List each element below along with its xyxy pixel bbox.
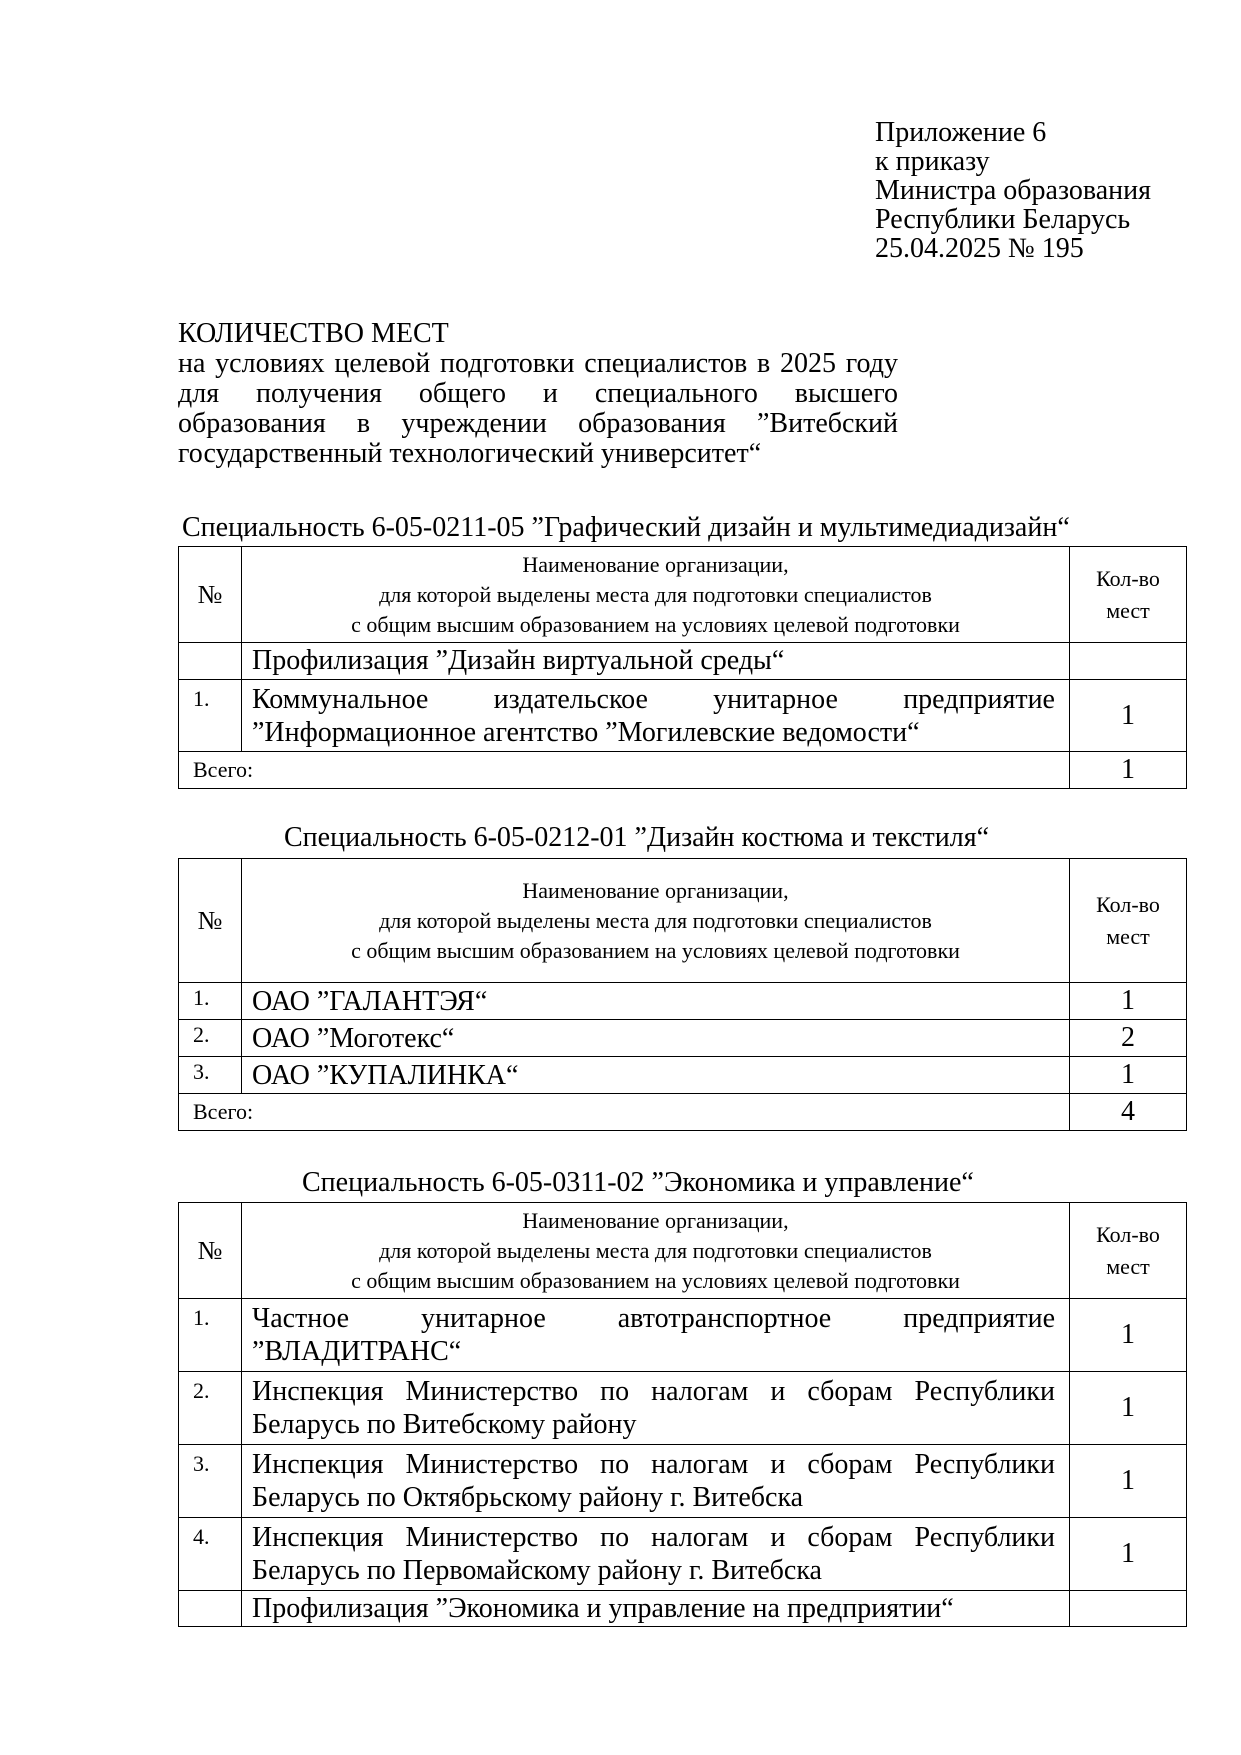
row-num: 2. bbox=[179, 1372, 242, 1445]
header-org-name: Наименование организации, для которой выделены места для подготовки специалистов с общим высшим образованием на условиях целевой подготовки bbox=[242, 547, 1070, 643]
row-quantity: 1 bbox=[1070, 1372, 1187, 1445]
table-row bbox=[179, 680, 1187, 752]
document-title: КОЛИЧЕСТВО МЕСТ bbox=[178, 318, 449, 349]
org-name: Коммунальное издательское унитарное предприятие ”Информационное агентство ”Могилевские ведомости“ bbox=[242, 680, 1070, 752]
total-row bbox=[179, 752, 1187, 789]
specialty-table bbox=[178, 546, 1187, 789]
org-name: ОАО ”ГАЛАНТЭЯ“ bbox=[242, 983, 1070, 1020]
table-row bbox=[179, 1020, 1187, 1057]
document-subtitle: на условиях целевой подготовки специалистов в 2025 году для получения общего и специального высшего образования в учреждении образования ”Витебский государственный технологический университет“ bbox=[178, 348, 898, 469]
profile-row bbox=[179, 643, 1187, 680]
row-num: 3. bbox=[179, 1445, 242, 1518]
row-quantity: 2 bbox=[1070, 1020, 1187, 1057]
total-label: Всего: bbox=[179, 1094, 1070, 1131]
appendix-line: Министра образования bbox=[875, 175, 1151, 206]
specialty-title: Специальность 6-05-0212-01 ”Дизайн костюма и текстиля“ bbox=[284, 822, 990, 853]
row-quantity: 1 bbox=[1070, 680, 1187, 752]
profile-row bbox=[179, 1591, 1187, 1627]
header-quantity: Кол-во мест bbox=[1070, 1203, 1187, 1299]
org-name: Инспекция Министерство по налогам и сборам Республики Беларусь по Первомайскому району г. Витебска bbox=[242, 1518, 1070, 1591]
total-row bbox=[179, 1094, 1187, 1131]
org-name: ОАО ”КУПАЛИНКА“ bbox=[242, 1057, 1070, 1094]
header-quantity: Кол-во мест bbox=[1070, 859, 1187, 983]
header-num: № bbox=[179, 859, 242, 983]
org-name: Частное унитарное автотранспортное предприятие ”ВЛАДИТРАНС“ bbox=[242, 1299, 1070, 1372]
row-num: 3. bbox=[179, 1057, 242, 1094]
appendix-line: Приложение 6 bbox=[875, 117, 1047, 148]
org-name: Инспекция Министерство по налогам и сборам Республики Беларусь по Витебскому району bbox=[242, 1372, 1070, 1445]
table-header-row bbox=[179, 547, 1187, 643]
table-row bbox=[179, 1299, 1187, 1372]
table-row bbox=[179, 1057, 1187, 1094]
row-quantity: 1 bbox=[1070, 983, 1187, 1020]
row-num: 1. bbox=[179, 680, 242, 752]
profile-label: Профилизация ”Дизайн виртуальной среды“ bbox=[242, 643, 1070, 680]
table-header-row bbox=[179, 1203, 1187, 1299]
table-row bbox=[179, 1518, 1187, 1591]
appendix-date-number: 25.04.2025 № 195 bbox=[875, 233, 1084, 264]
header-org-name: Наименование организации, для которой выделены места для подготовки специалистов с общим высшим образованием на условиях целевой подготовки bbox=[242, 1203, 1070, 1299]
row-quantity: 1 bbox=[1070, 1518, 1187, 1591]
row-num: 4. bbox=[179, 1518, 242, 1591]
table-row bbox=[179, 1372, 1187, 1445]
header-num: № bbox=[179, 1203, 242, 1299]
total-quantity: 4 bbox=[1070, 1094, 1187, 1131]
header-org-name: Наименование организации, для которой выделены места для подготовки специалистов с общим высшим образованием на условиях целевой подготовки bbox=[242, 859, 1070, 983]
document-heading bbox=[178, 319, 898, 469]
table-header-row bbox=[179, 859, 1187, 983]
appendix-line: Республики Беларусь bbox=[875, 204, 1131, 235]
row-num: 1. bbox=[179, 1299, 242, 1372]
total-quantity: 1 bbox=[1070, 752, 1187, 789]
appendix-line: к приказу bbox=[875, 146, 990, 177]
table-row bbox=[179, 1445, 1187, 1518]
specialty-table bbox=[178, 1202, 1187, 1627]
appendix-block bbox=[875, 118, 1151, 263]
row-quantity: 1 bbox=[1070, 1057, 1187, 1094]
org-name: Инспекция Министерство по налогам и сборам Республики Беларусь по Октябрьскому району г. Витебска bbox=[242, 1445, 1070, 1518]
row-num: 1. bbox=[179, 983, 242, 1020]
table-row bbox=[179, 983, 1187, 1020]
header-quantity: Кол-во мест bbox=[1070, 547, 1187, 643]
org-name: ОАО ”Моготекс“ bbox=[242, 1020, 1070, 1057]
total-label: Всего: bbox=[179, 752, 1070, 789]
header-num: № bbox=[179, 547, 242, 643]
row-quantity: 1 bbox=[1070, 1445, 1187, 1518]
row-quantity: 1 bbox=[1070, 1299, 1187, 1372]
specialty-table bbox=[178, 858, 1187, 1131]
row-num: 2. bbox=[179, 1020, 242, 1057]
profile-label: Профилизация ”Экономика и управление на предприятии“ bbox=[242, 1591, 1070, 1627]
specialty-title: Специальность 6-05-0211-05 ”Графический дизайн и мультимедиадизайн“ bbox=[182, 512, 1070, 543]
specialty-title: Специальность 6-05-0311-02 ”Экономика и управление“ bbox=[302, 1167, 974, 1198]
